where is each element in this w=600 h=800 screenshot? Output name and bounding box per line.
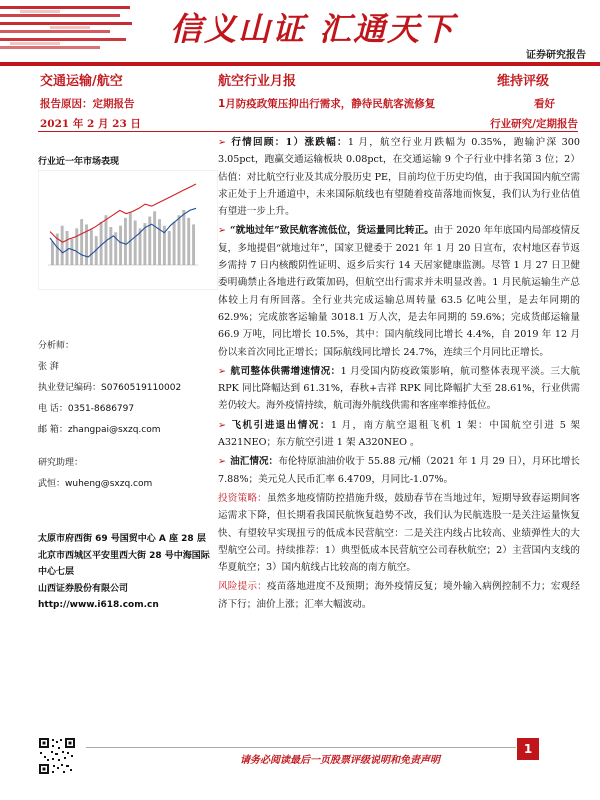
- email-row: [38, 420, 181, 441]
- title-band-divider: [38, 131, 578, 132]
- report-reason: 报告原因：定期报告: [40, 98, 135, 110]
- para-text: 虽然多地疫情防控措施升级，鼓励春节在当地过年，短期导致春运期间客运需求下降，但长期看我国民航恢复趋势不改，我们认为民航选股一是关注运量恢复快、有望较早实现扭亏的低成本民营航空：二是关注内线占比较高、业绩弹性大的大型航空公司。持续推荐：1）典型低成本民营航空公司春秋航空；2）主营国内支线的华夏航空；3）国内航线占比较高的南方航空。: [218, 492, 581, 574]
- market-performance-chart: [38, 170, 218, 290]
- volume-bar: [134, 220, 137, 265]
- volume-bar: [80, 219, 83, 265]
- rating-label: 维持评级: [497, 74, 550, 89]
- rating-value: 看好: [534, 98, 555, 110]
- assist-label: 研究助理：: [38, 458, 84, 468]
- volume-bar: [168, 231, 171, 265]
- fleet-paragraph: [218, 417, 580, 452]
- para-text: 由于 2020 年年底国内局部疫情反复，多地提倡“就地过年”，国家卫健委于 2021 年 1 月 20 日宣布，农村地区春节返乡需持 7 日内核酸阴性证明、返乡后实行 14 天居家健康监测。尽管 1 月 27 日卫健委明确禁止各地进行政策加码，但航空出行需求并未明显改善。1 月民航运输生产总体较上月有所回落。全行业共完成运输总周转量 63.5 亿吨公里，是去年同期的 62.9%；完成旅客运输量 3018.1 万人次，是去年同期的 59.6%；完成货邮运输量 66.9 万吨，同比增长 10.5%，其中：国内航线同比增长 4.4%，自 2019 年 12 月份以来首次同比正增长；国际航线同比增长 24.7%，连续三个月同比正增长。: [218, 225, 580, 358]
- para-heading: 航司整体供需增速情况：: [230, 365, 341, 377]
- oil-fx-paragraph: [218, 453, 580, 488]
- company-website[interactable]: http://www.i618.com.cn: [38, 600, 159, 610]
- para-text: 1 月，航空行业月跌幅为 0.35%，跑输沪深 300 3.05pct，跑赢交通运输板块 0.08pct，在交通运输 9 个子行业中排名第 3 位；2）估值：对比航空行业及其成分股历史 PE，目前均位于历史均值，由于我国国内航空需求正处于上升通道中，未来国际航线也有望随着疫苗落地而恢复，我们认为行业估值有望进一步上升。: [218, 137, 580, 218]
- arrow-bullet-icon: ➢: [218, 419, 227, 431]
- phone-label: 电 话：: [38, 404, 68, 414]
- main-content: [218, 134, 580, 615]
- volume-bar: [153, 211, 156, 265]
- volume-bar: [148, 217, 151, 265]
- company-name: 山西证券股份有限公司: [38, 583, 129, 594]
- arrow-bullet-icon: ➢: [218, 365, 227, 377]
- volume-bar: [192, 224, 195, 265]
- traffic-paragraph: [218, 222, 580, 360]
- arrow-bullet-icon: ➢: [218, 137, 227, 148]
- volume-bar: [109, 227, 112, 265]
- volume-bar: [90, 230, 93, 265]
- para-heading: 飞机引进退出情况：: [230, 419, 331, 431]
- phone-number: 0351-8686797: [67, 404, 135, 414]
- volume-bar: [187, 218, 190, 265]
- assistant-info: [38, 453, 152, 495]
- phone-row: [38, 399, 181, 420]
- cert-number: S0760519110002: [101, 383, 182, 393]
- company-address: [38, 531, 210, 614]
- para-text: 布伦特原油油价收于 55.88 元/桶（2021 年 1 月 29 日），月环比增长 7.88%；美元兑人民币汇率 6.4709，月同比-1.07%。: [218, 456, 580, 485]
- volume-bar: [173, 222, 176, 265]
- report-headline: 1月防疫政策压抑出行需求，静待民航客流修复: [218, 98, 436, 110]
- para-text: 1 月受国内防疫政策影响，航司整体表现平淡。三大航 RPK 同比降幅达到 61.31%，春秋+吉祥 RPK 同比降幅扩大至 28.61%，行业供需差仍较大。海外疫情持续，航司海外航线供需和客座率维持低位。: [218, 365, 581, 412]
- header-divider: [0, 62, 600, 66]
- page-number: 1: [517, 738, 539, 760]
- report-type-label: 证券研究报告: [526, 50, 586, 61]
- address-line: 北京市西城区平安里西大街 28 号中海国际中心七层: [38, 550, 210, 577]
- volume-bar: [129, 213, 132, 265]
- analyst-info: [38, 336, 181, 441]
- para-heading: “就地过年”致民航客流低位，货运量同比转正。: [230, 225, 434, 237]
- volume-bar: [51, 241, 54, 265]
- assist-row: [38, 474, 152, 495]
- supply-demand-paragraph: [218, 363, 580, 415]
- footer-divider: [86, 747, 516, 748]
- para-heading: 行情回顾：1）涨跌幅：: [230, 137, 348, 148]
- para-text: 1 月，南方航空退租飞机 1 架：中国航空引进 5 架 A321NEO；东方航空引进 1 架 A320NEO 。: [218, 419, 581, 449]
- arrow-bullet-icon: ➢: [218, 456, 227, 468]
- risk-paragraph: [218, 578, 580, 613]
- para-heading: 油汇情况：: [230, 456, 279, 468]
- industry-label: 交通运输/航空: [40, 74, 123, 89]
- assist-name: 武恒：: [38, 479, 66, 489]
- assist-email[interactable]: wuheng@sxzq.com: [65, 479, 153, 489]
- volume-bar: [75, 228, 78, 265]
- brand-stripes-graphic: [0, 0, 140, 62]
- email-label: 邮 箱：: [38, 425, 68, 435]
- cert-label: 执业登记编码：: [38, 383, 102, 393]
- qr-code-icon: [38, 737, 76, 775]
- volume-bar: [178, 215, 181, 265]
- market-review-paragraph: [218, 134, 580, 220]
- volume-bar: [124, 218, 127, 265]
- doc-title: 航空行业月报: [218, 74, 297, 89]
- strategy-paragraph: [218, 490, 580, 576]
- volume-bar: [66, 231, 69, 265]
- report-date: 2021 年 2 月 23 日: [40, 118, 141, 130]
- address-line: 太原市府西街 69 号国贸中心 A 座 28 层: [38, 534, 206, 544]
- brand-logo: 信义山证 汇通天下: [170, 10, 456, 48]
- volume-bar: [70, 239, 73, 265]
- email-address[interactable]: zhangpai@sxzq.com: [67, 425, 161, 435]
- para-heading: 风险提示：: [218, 581, 267, 593]
- analyst-name: 张 湃: [38, 362, 59, 372]
- arrow-bullet-icon: ➢: [218, 225, 227, 237]
- volume-bar: [158, 219, 161, 265]
- para-heading: 投资策略：: [218, 492, 267, 504]
- volume-bar: [100, 222, 103, 265]
- page-header: [0, 0, 600, 62]
- report-category: 行业研究/定期报告: [490, 118, 578, 130]
- para-text: 疫苗落地进度不及预期；海外疫情反复；境外输入病例控制不力；宏观经济下行；油价上涨；汇率大幅波动。: [218, 581, 581, 610]
- volume-bar: [119, 226, 122, 265]
- disclaimer-text[interactable]: 请务必阅读最后一页股票评级说明和免责声明: [240, 755, 440, 766]
- cert-row: [38, 378, 181, 399]
- volume-bar: [182, 210, 185, 265]
- volume-bar: [61, 226, 64, 265]
- chart-title: 行业近一年市场表现: [38, 157, 120, 167]
- analyst-label: 分析师：: [38, 341, 75, 351]
